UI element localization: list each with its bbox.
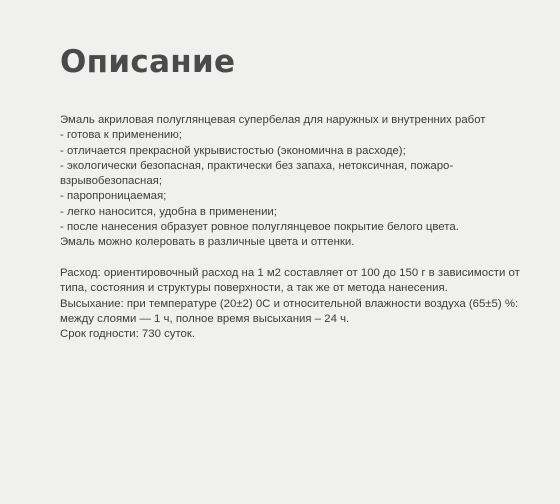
specs-line: Срок годности: 730 суток. <box>60 328 196 341</box>
section-title: Описание <box>60 44 236 80</box>
description-line: Эмаль акриловая полуглянцевая супербелая для наружных и внутренних работ <box>60 114 486 126</box>
specs-line: Расход: ориентировочный расход на 1 м2 составляет от 100 до 150 г в зависимости от <box>60 266 520 279</box>
paragraph-spacer <box>60 251 530 266</box>
description-line: - легко наносится, удобна в применении; <box>60 205 277 218</box>
specs-line: Высыхание: при температуре (20±2) 0С и относительной влажности воздуха (65±5) %: <box>60 297 519 310</box>
description-line: - после нанесения образует ровное полуглянцевое покрытие белого цвета. <box>60 221 459 234</box>
specs-line: между слоями — 1 ч, полное время высыхания – 24 ч. <box>60 312 350 325</box>
description-line: взрывобезопасная; <box>60 175 162 188</box>
description-text <box>60 113 530 342</box>
description-line: Эмаль можно колеровать в различные цвета и оттенки. <box>60 236 355 249</box>
description-line: - готова к применению; <box>60 129 182 142</box>
description-line: - экологически безопасная, практически без запаха, нетоксичная, пожаро- <box>60 159 454 172</box>
specs-line: типа, состояния и структуры поверхности, а так же от метода нанесения. <box>60 282 448 295</box>
description-line: - отличается прекрасной укрывистостью (экономична в расходе); <box>60 144 406 157</box>
description-line: - паропроницаемая; <box>60 190 167 203</box>
